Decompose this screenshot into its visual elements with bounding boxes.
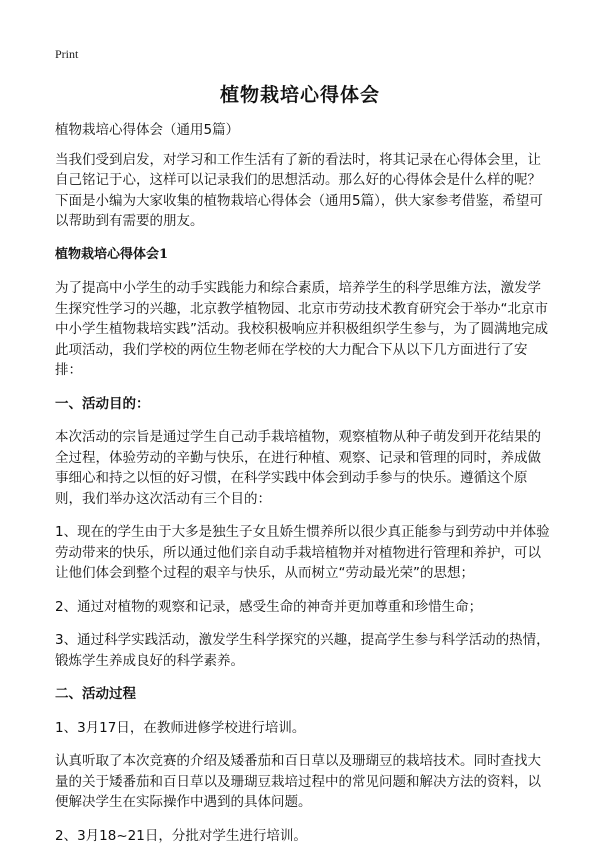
document-title: 植物栽培心得体会 (219, 84, 380, 106)
document-body (55, 120, 552, 859)
section-1-title: 植物栽培心得体会1 (55, 246, 169, 262)
heading-purpose: 一、活动目的： (55, 395, 150, 412)
heading-process: 二、活动过程 (55, 686, 136, 702)
purpose-paragraph: 本次活动的宗旨是通过学生自己动手栽培植物，观察植物从种子萌发到开花结果的全过程，体验劳动的辛勤与快乐，在进行种植、观察、记录和管理的同时，养成做事细心和持之以恒的好习惯，在科学实践中体会到动手参与的快乐。遵循这个原则，我们举办这次活动有三个目的： (55, 429, 541, 507)
section-1-intro: 为了提高中小学生的动手实践能力和综合素质，培养学生的科学思维方法，激发学生探究性学习的兴趣，北京教学植物园、北京市劳动技术教育研究会于举办“北京市中小学生植物栽培实践”活动。我校积极响应并积极组织学生参与，为了圆满地完成此项活动，我们学校的两位生物老师在学校的大力配合下从以下几方面进行了安排： (55, 280, 548, 378)
goal-item-1: 1、现在的学生由于大多是独生子女且娇生惯养所以很少真正能参与到劳动中并体验劳动带来的快乐，所以通过他们亲自动手栽培植物并对植物进行管理和养护，可以让他们体会到整个过程的艰辛与快乐，从而树立“劳动最光荣”的思想； (55, 524, 550, 581)
goal-item-2: 2、通过对植物的观察和记录，感受生命的神奇并更加尊重和珍惜生命； (55, 598, 483, 615)
goal-item-3: 3、通过科学实践活动，激发学生科学探究的兴趣，提高学生参与科学活动的热情，锻炼学生养成良好的科学素养。 (55, 632, 550, 669)
document-subtitle: 植物栽培心得体会（通用5篇） (55, 122, 240, 138)
process-step-1-detail: 认真听取了本次竞赛的介绍及矮番茄和百日草以及珊瑚豆的栽培技术。同时查找大量的关于矮番茄和百日草以及珊瑚豆栽培过程中的常见问题和解决方法的资料，以便解决学生在实际操作中遇到的具体问题。 (55, 753, 541, 810)
process-step-2: 2、3月18~21日，分批对学生进行培训。 (55, 827, 307, 844)
process-step-1: 1、3月17日，在教师进修学校进行培训。 (55, 719, 306, 736)
print-link[interactable]: Print (55, 47, 79, 61)
intro-paragraph: 当我们受到启发，对学习和工作生活有了新的看法时，将其记录在心得体会里，让自己铭记于心，这样可以记录我们的思想活动。那么好的心得体会是什么样的呢？下面是小编为大家收集的植物栽培心得体会（通用5篇），供大家参考借鉴，希望可以帮助到有需要的朋友。 (55, 151, 543, 229)
